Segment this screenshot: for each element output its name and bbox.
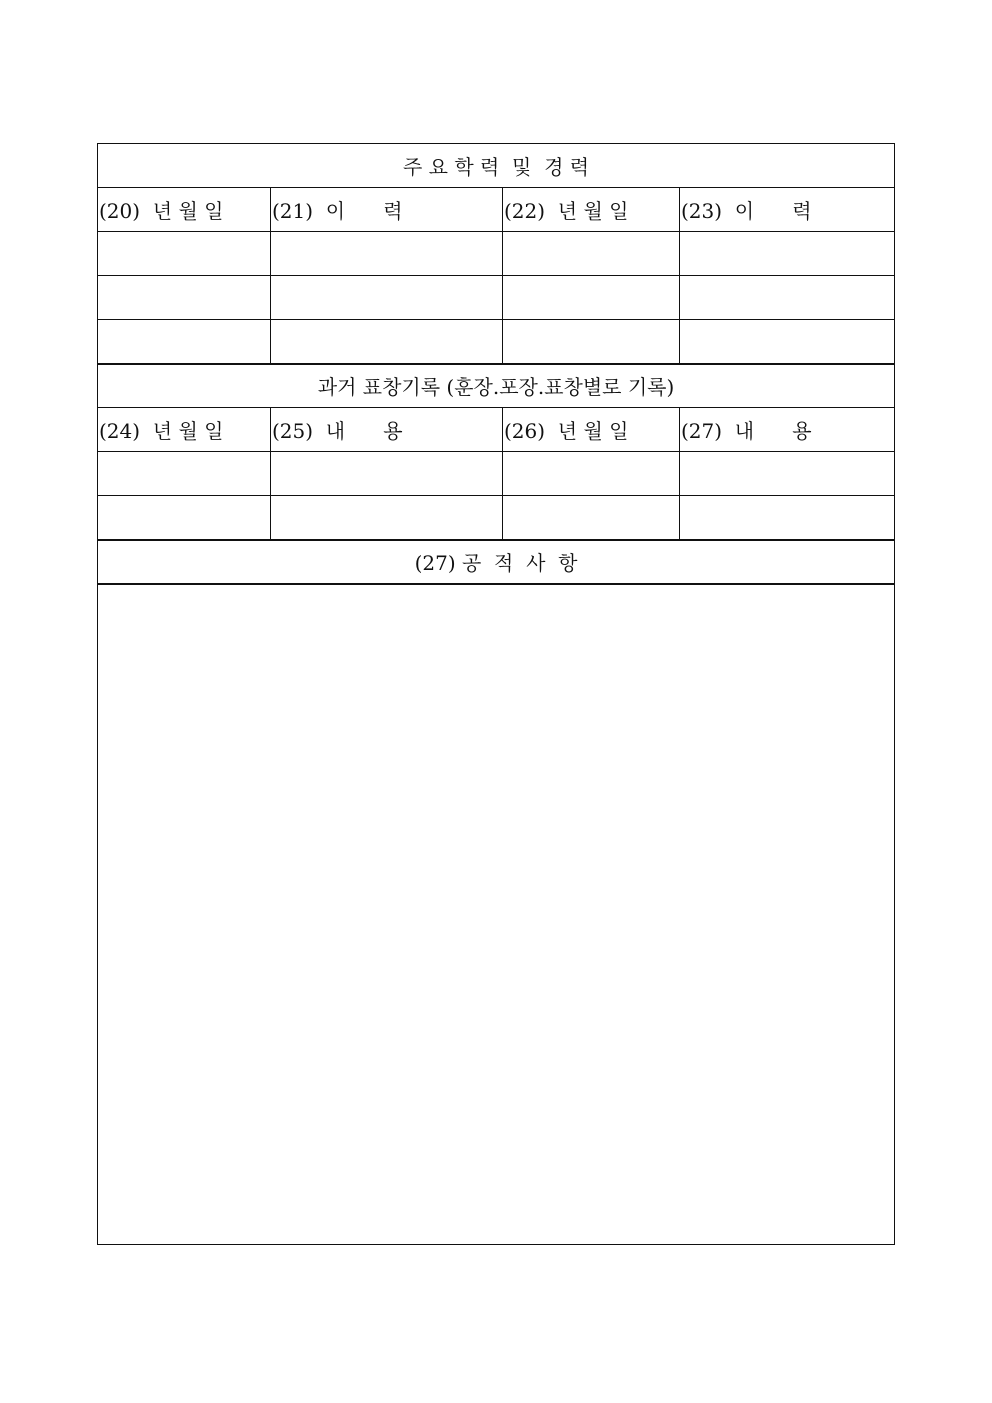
awards-title-row [98, 364, 895, 408]
awards-content-cell[interactable] [271, 496, 503, 540]
awards-section-title: 과거 표창기록 (훈장.포장.표창별로 기록) [98, 364, 895, 408]
career-history-header-1: (21) 이 력 [271, 188, 503, 232]
awards-date-cell[interactable] [98, 452, 271, 496]
awards-content-cell[interactable] [271, 452, 503, 496]
merits-title-row [98, 540, 895, 584]
career-history-cell[interactable] [271, 232, 503, 276]
awards-content-header-1: (25) 내 용 [271, 408, 503, 452]
merits-section-title: (27) 공 적 사 항 [98, 540, 895, 584]
career-date-cell[interactable] [503, 320, 680, 364]
career-date-cell[interactable] [503, 276, 680, 320]
awards-row [98, 496, 895, 540]
awards-date-header-2: (26) 년 월 일 [503, 408, 680, 452]
awards-content-cell[interactable] [680, 496, 895, 540]
career-history-header-2: (23) 이 력 [680, 188, 895, 232]
career-date-cell[interactable] [98, 276, 271, 320]
awards-content-header-2: (27) 내 용 [680, 408, 895, 452]
awards-date-cell[interactable] [503, 452, 680, 496]
career-row [98, 276, 895, 320]
career-history-cell[interactable] [680, 320, 895, 364]
awards-content-cell[interactable] [680, 452, 895, 496]
career-date-header-2: (22) 년 월 일 [503, 188, 680, 232]
career-date-cell[interactable] [98, 232, 271, 276]
awards-date-header-1: (24) 년 월 일 [98, 408, 271, 452]
career-section-title: 주 요 학 력 및 경 력 [98, 144, 895, 188]
awards-row [98, 452, 895, 496]
career-header-row [98, 188, 895, 232]
career-title-row [98, 144, 895, 188]
career-history-cell[interactable] [271, 276, 503, 320]
career-row [98, 320, 895, 364]
awards-header-row [98, 408, 895, 452]
merits-content-area[interactable] [98, 584, 895, 1245]
merit-report-form [97, 143, 895, 1245]
career-date-header-1: (20) 년 월 일 [98, 188, 271, 232]
career-history-cell[interactable] [680, 232, 895, 276]
awards-date-cell[interactable] [503, 496, 680, 540]
career-history-cell[interactable] [680, 276, 895, 320]
career-row [98, 232, 895, 276]
merits-content-row [98, 584, 895, 1245]
career-date-cell[interactable] [98, 320, 271, 364]
career-date-cell[interactable] [503, 232, 680, 276]
awards-date-cell[interactable] [98, 496, 271, 540]
career-history-cell[interactable] [271, 320, 503, 364]
